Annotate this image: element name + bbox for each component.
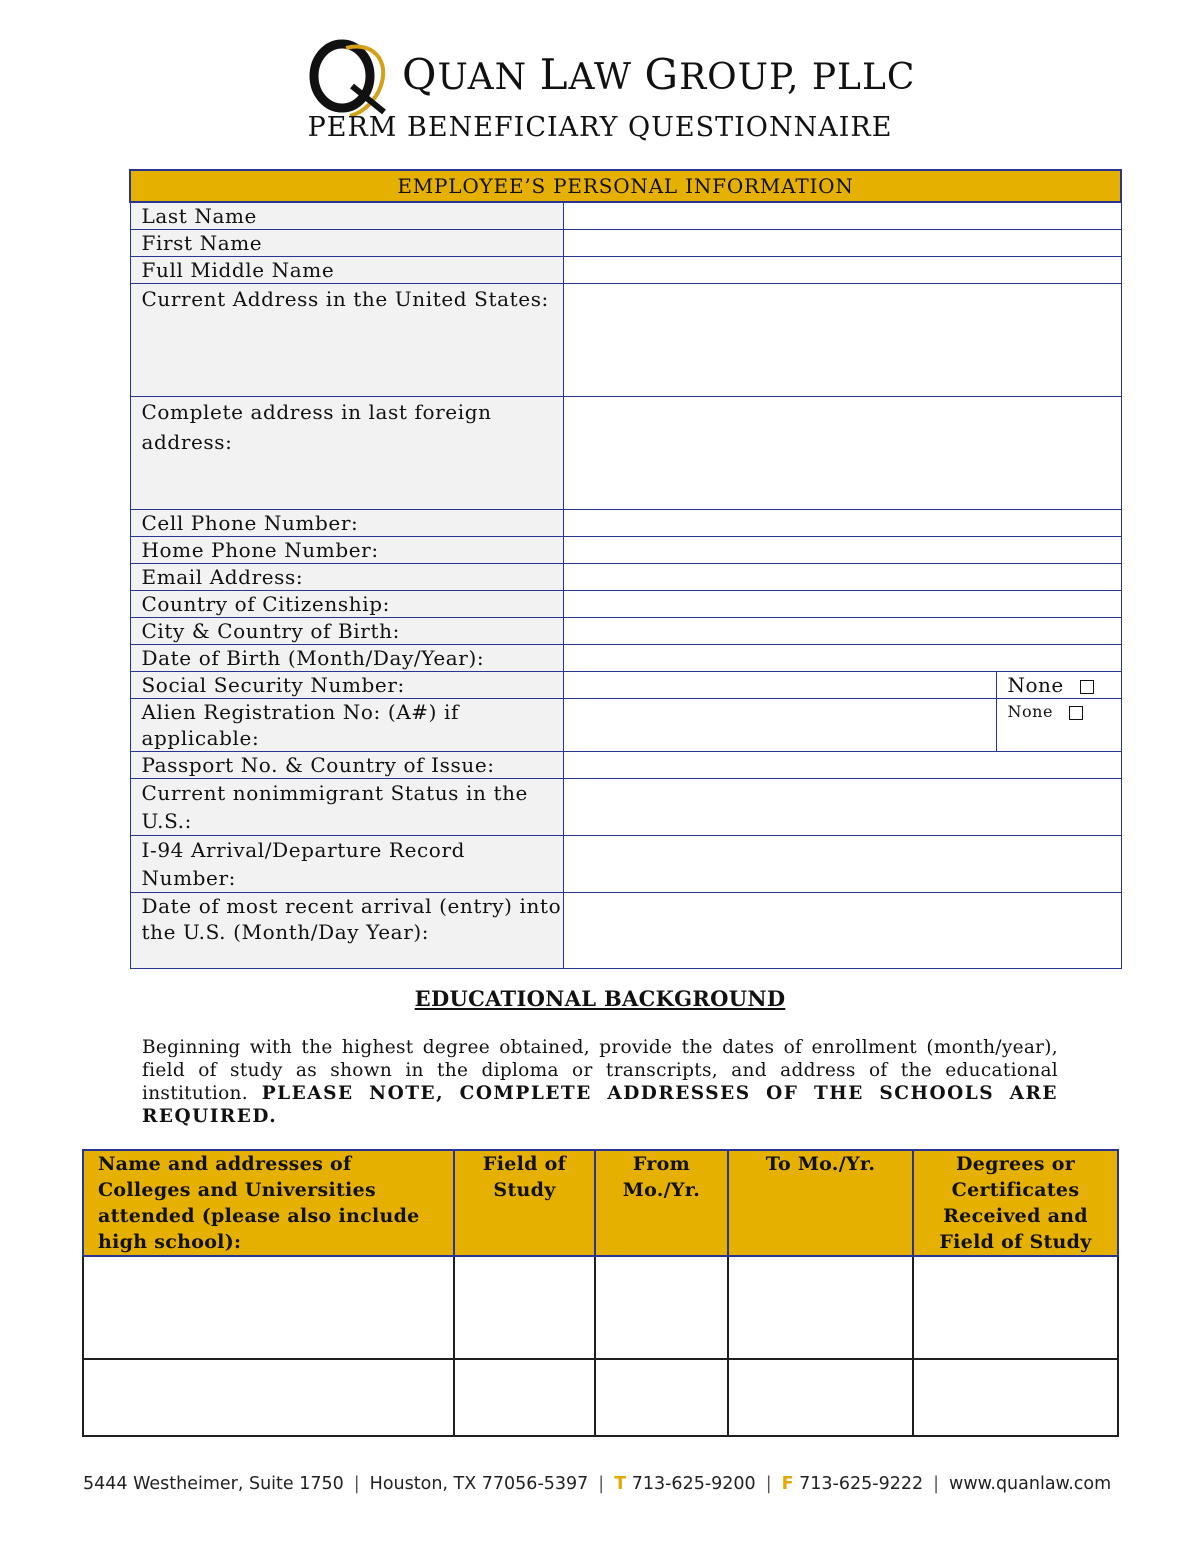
- nonimmigrant-status-field[interactable]: [563, 779, 1121, 836]
- i94-field[interactable]: [563, 836, 1121, 893]
- last-name-field[interactable]: [563, 202, 1121, 230]
- footer-fax: 713-625-9222: [799, 1474, 924, 1494]
- alien-reg-none-label: None: [1007, 702, 1053, 721]
- footer: 5444 Westheimer, Suite 1750 | Houston, TX 77056-5397 | T 713-625-9200 | F 713-625-9222 | www.quanlaw.com: [83, 1474, 1112, 1494]
- alien-reg-none-option[interactable]: [996, 699, 1121, 752]
- email-field[interactable]: [563, 564, 1121, 591]
- education-table: [82, 1149, 1119, 1437]
- ssn-field[interactable]: [563, 672, 996, 699]
- col-degrees: Degrees or Certificates Received and Field of Study: [913, 1150, 1118, 1256]
- col-schools: Name and addresses of Colleges and Universities attended (please also include high school):: [83, 1150, 454, 1256]
- nonimmigrant-status-label: Current nonimmigrant Status in the U.S.:: [130, 779, 563, 836]
- education-instructions-text: Beginning with the highest degree obtained, provide the dates of enrollment (month/year), field of study as shown in the diploma or transcripts, and address of the educational institution.: [142, 1037, 1058, 1104]
- col-to: To Mo./Yr.: [728, 1150, 913, 1256]
- footer-phone: 713-625-9200: [631, 1474, 756, 1494]
- ssn-label: Social Security Number:: [130, 672, 563, 699]
- q-logo-icon: [306, 36, 392, 116]
- degree-cell[interactable]: [913, 1256, 1118, 1359]
- field-cell[interactable]: [454, 1256, 595, 1359]
- foreign-address-label: Complete address in last foreign address:: [130, 397, 563, 510]
- footer-city: Houston, TX 77056-5397: [369, 1474, 589, 1494]
- footer-fax-label: F: [781, 1474, 794, 1494]
- table-row: [83, 1359, 1118, 1436]
- foreign-address-field[interactable]: [563, 397, 1121, 510]
- education-title: EDUCATIONAL BACKGROUND: [414, 986, 786, 1011]
- citizenship-field[interactable]: [563, 591, 1121, 618]
- personal-info-table: [129, 169, 1122, 969]
- ssn-none-label: None: [1007, 673, 1064, 697]
- footer-website-link[interactable]: www.quanlaw.com: [949, 1474, 1112, 1494]
- col-field-of-study: Field of Study: [454, 1150, 595, 1256]
- dob-field[interactable]: [563, 645, 1121, 672]
- first-name-label: First Name: [130, 230, 563, 257]
- home-phone-field[interactable]: [563, 537, 1121, 564]
- personal-info-heading: EMPLOYEE’S PERSONAL INFORMATION: [130, 170, 1121, 202]
- last-name-label: Last Name: [130, 202, 563, 230]
- school-cell[interactable]: [83, 1256, 454, 1359]
- us-address-field[interactable]: [563, 284, 1121, 397]
- passport-label: Passport No. & Country of Issue:: [130, 752, 563, 779]
- first-name-field[interactable]: [563, 230, 1121, 257]
- footer-phone-label: T: [614, 1474, 627, 1494]
- firm-name: QUAN LAW GROUP, PLLC: [402, 50, 916, 99]
- col-from: From Mo./Yr.: [595, 1150, 728, 1256]
- cell-phone-label: Cell Phone Number:: [130, 510, 563, 537]
- degree-cell[interactable]: [913, 1359, 1118, 1436]
- firm-logo: [306, 36, 916, 116]
- school-cell[interactable]: [83, 1359, 454, 1436]
- birth-place-label: City & Country of Birth:: [130, 618, 563, 645]
- ssn-none-checkbox[interactable]: [1080, 680, 1094, 694]
- home-phone-label: Home Phone Number:: [130, 537, 563, 564]
- i94-label: I-94 Arrival/Departure Record Number:: [130, 836, 563, 893]
- arrival-date-field[interactable]: [563, 893, 1121, 969]
- to-cell[interactable]: [728, 1359, 913, 1436]
- us-address-label: Current Address in the United States:: [130, 284, 563, 397]
- alien-reg-field[interactable]: [563, 699, 996, 752]
- alien-reg-label: Alien Registration No: (A#) if applicable:: [130, 699, 563, 752]
- education-instructions: [142, 1036, 1058, 1128]
- passport-field[interactable]: [563, 752, 1121, 779]
- middle-name-field[interactable]: [563, 257, 1121, 284]
- to-cell[interactable]: [728, 1256, 913, 1359]
- citizenship-label: Country of Citizenship:: [130, 591, 563, 618]
- dob-label: Date of Birth (Month/Day/Year):: [130, 645, 563, 672]
- middle-name-label: Full Middle Name: [130, 257, 563, 284]
- email-label: Email Address:: [130, 564, 563, 591]
- cell-phone-field[interactable]: [563, 510, 1121, 537]
- from-cell[interactable]: [595, 1359, 728, 1436]
- footer-address: 5444 Westheimer, Suite 1750: [83, 1474, 344, 1494]
- alien-reg-none-checkbox[interactable]: [1069, 706, 1083, 720]
- from-cell[interactable]: [595, 1256, 728, 1359]
- field-cell[interactable]: [454, 1359, 595, 1436]
- arrival-date-label: Date of most recent arrival (entry) into the U.S. (Month/Day Year):: [130, 893, 563, 969]
- education-note: PLEASE NOTE, COMPLETE ADDRESSES OF THE SCHOOLS ARE REQUIRED.: [142, 1083, 1058, 1127]
- table-row: [83, 1256, 1118, 1359]
- ssn-none-option[interactable]: [996, 672, 1121, 699]
- form-title: PERM BENEFICIARY QUESTIONNAIRE: [307, 112, 893, 143]
- birth-place-field[interactable]: [563, 618, 1121, 645]
